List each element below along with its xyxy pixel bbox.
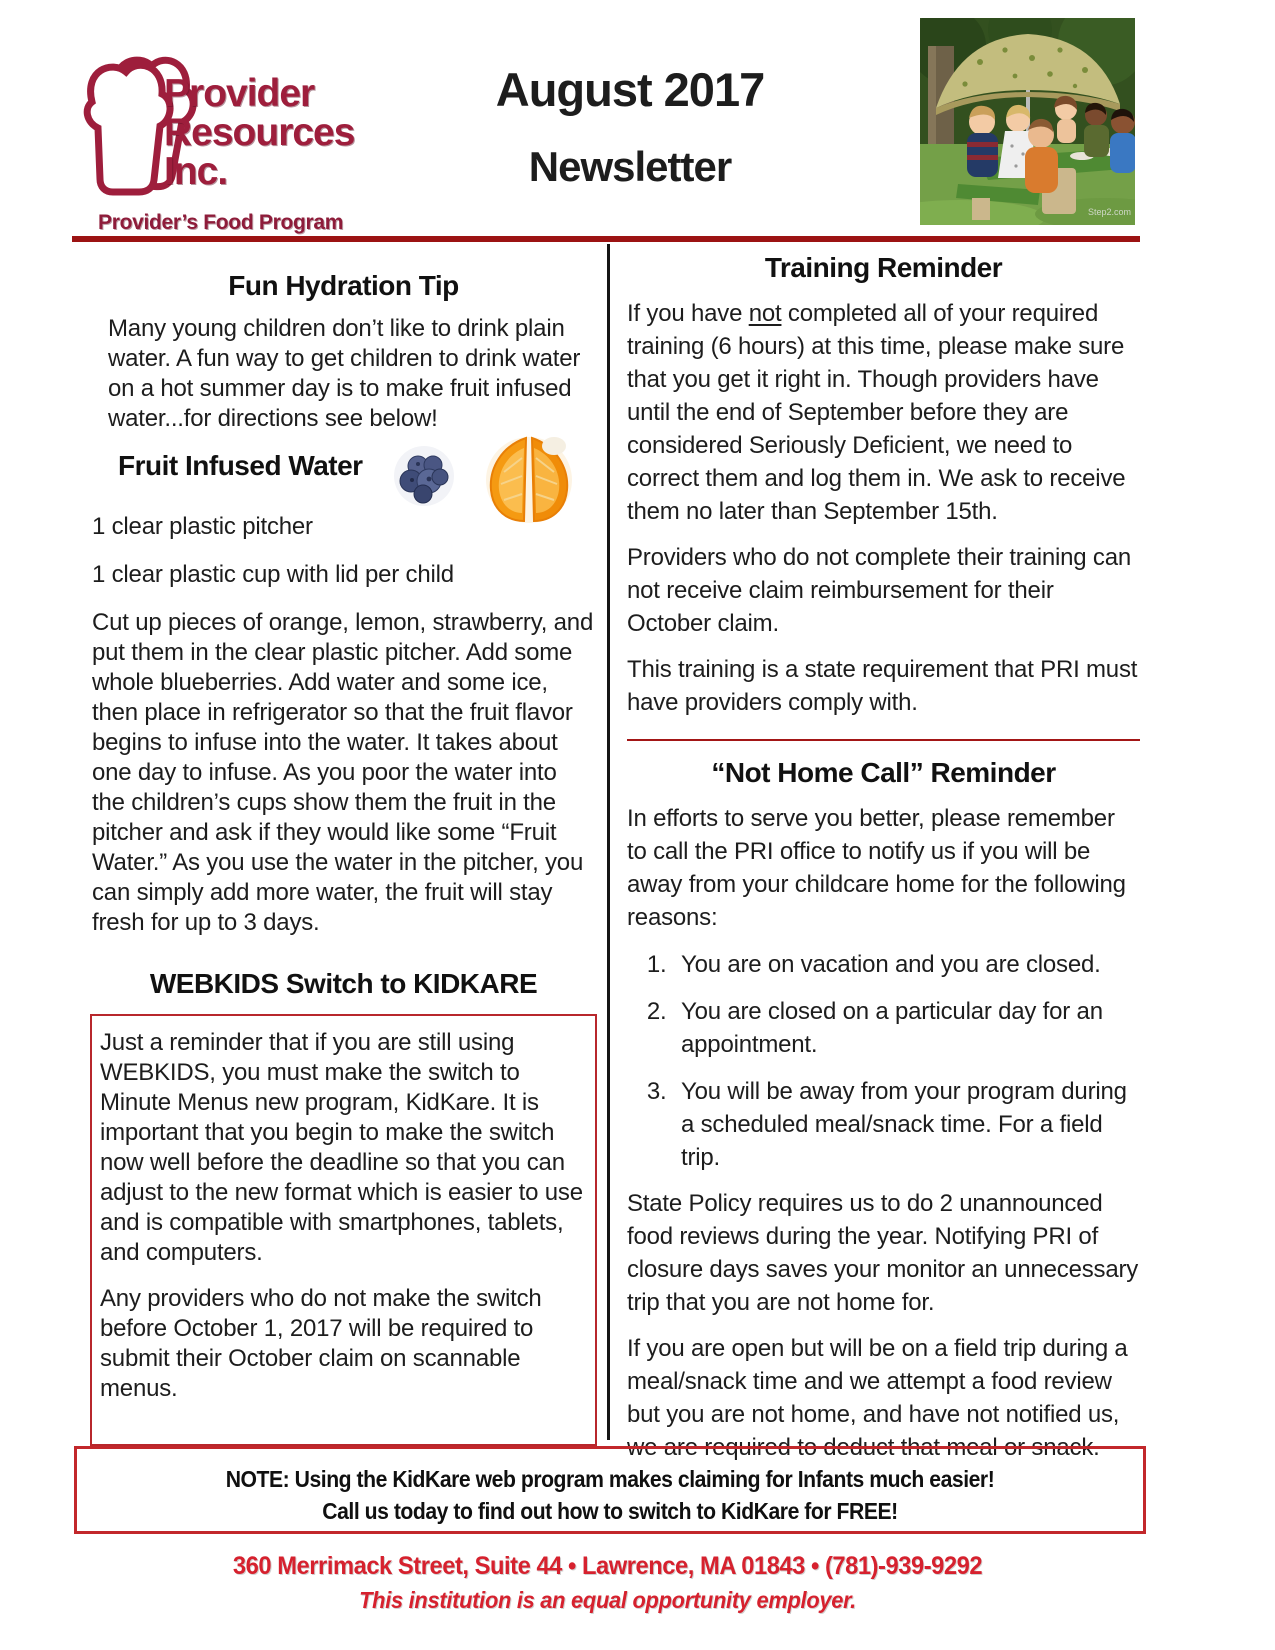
- note-line1: NOTE: Using the KidKare web program makes claiming for Infants much easier!: [225, 1466, 995, 1492]
- note-line2: Call us today to find out how to switch to KidKare for FREE!: [322, 1498, 898, 1524]
- photo-watermark: Step2.com: [1087, 207, 1131, 217]
- reason-item-1: 1. You are on vacation and you are closed.: [673, 948, 1140, 981]
- logo-tagline: Provider’s Food Program: [98, 211, 344, 234]
- reason-item-3: 3. You will be away from your program during a scheduled meal/snack time. For a field trip.: [673, 1075, 1140, 1174]
- provider-resources-logo: [68, 50, 378, 235]
- blueberries-image: [392, 444, 456, 508]
- training-para1-post: completed all of your required training (6 hours) at this time, please make sure that you get it right in. Though providers have until the end of September before they are considered Seriously Deficient, we need to correct them and log them in. We ask to receive them no later than September 15th.: [627, 300, 1126, 525]
- webkids-para1: Just a reminder that if you are still using WEBKIDS, you must make the switch to Minute Menus new program, KidKare. It is important that you begin to make the switch now well before the deadline so that you can adjust to the new format which is easier to use and is compatible with smartphones, tablets, and computers.: [100, 1029, 583, 1266]
- training-para3: This training is a state requirement that PRI must have providers comply with.: [627, 656, 1138, 716]
- not-home-para3: If you are open but will be on a field trip during a meal/snack time and we attempt a food review but you are not home, and have not notified us, we are required to deduct that meal or snack.: [627, 1335, 1128, 1461]
- section-divider-rule: [627, 739, 1140, 741]
- logo-text-resources: Resources: [164, 111, 355, 154]
- right-column: [627, 250, 1140, 1464]
- webkids-heading: WEBKIDS Switch to KIDKARE: [149, 968, 538, 999]
- webkids-para2: Any providers who do not make the switch before October 1, 2017 will be required to submit their October claim on scannable menus.: [100, 1285, 542, 1402]
- training-para2: Providers who do not complete their training can not receive claim reimbursement for their October claim.: [627, 544, 1132, 637]
- not-home-reasons-list: [627, 948, 1140, 1174]
- orange-slices-image: [484, 432, 574, 524]
- training-para1-pre: If you have: [627, 300, 749, 327]
- header-rule: [72, 236, 1140, 242]
- training-heading: Training Reminder: [764, 252, 1003, 283]
- hydration-heading: Fun Hydration Tip: [228, 270, 459, 301]
- training-para1-not: not: [748, 300, 782, 327]
- kidkare-note-box: [74, 1446, 1146, 1534]
- footer-motto: This institution is an equal opportunity employer.: [359, 1587, 856, 1613]
- reason-item-2: 2. You are closed on a particular day for an appointment.: [673, 995, 1140, 1061]
- column-divider: [607, 244, 610, 1440]
- not-home-intro: In efforts to serve you better, please remember to call the PRI office to notify us if you will be away from your childcare home for the following reasons:: [627, 805, 1126, 931]
- footer-address: 360 Merrimack Street, Suite 44 • Lawrence, MA 01843 • (781)-939-9292: [232, 1552, 983, 1580]
- fruit-water-directions: Cut up pieces of orange, lemon, strawberry, and put them in the clear plastic pitcher. Add some whole blueberries. Add water and some ice, then place in refrigerator so that the fruit flavor begins to infuse into the water. It takes about one day to infuse. As you poor the water into the children’s cups show them the fruit in the pitcher and ask if they would like some “Fruit Water.” As you use the water in the pitcher, you can simply add more water, the fruit will stay fresh for up to 3 days.: [92, 609, 594, 936]
- not-home-para2: State Policy requires us to do 2 unannounced food reviews during the year. Notifying PRI of closure days saves your monitor an unnecessary trip that you are not home for.: [627, 1190, 1139, 1316]
- title-month: August 2017: [495, 63, 765, 116]
- page-footer: [75, 1552, 1140, 1614]
- children-picnic-photo: [920, 18, 1135, 225]
- title-word: Newsletter: [528, 143, 732, 190]
- hydration-body: Many young children don’t like to drink plain water. A fun way to get children to drink water on a hot summer day is to make fruit infused water...for directions see below!: [108, 315, 581, 432]
- bread-slice-icon: [68, 50, 378, 202]
- logo-text-provider: Provider: [164, 72, 315, 115]
- fruit-infused-header-row: [90, 450, 597, 494]
- ingredient-cup: 1 clear plastic cup with lid per child: [92, 561, 454, 588]
- ingredient-pitcher: 1 clear plastic pitcher: [92, 513, 313, 540]
- picnic-scene-illustration: [920, 18, 1135, 225]
- training-para1: [627, 297, 1140, 528]
- left-column: [90, 250, 597, 1446]
- fruit-infused-heading: Fruit Infused Water: [118, 450, 363, 481]
- webkids-box: [90, 1014, 597, 1446]
- newsletter-title: [420, 62, 840, 191]
- not-home-heading: “Not Home Call” Reminder: [711, 757, 1056, 788]
- logo-text-inc: Inc.: [164, 150, 228, 193]
